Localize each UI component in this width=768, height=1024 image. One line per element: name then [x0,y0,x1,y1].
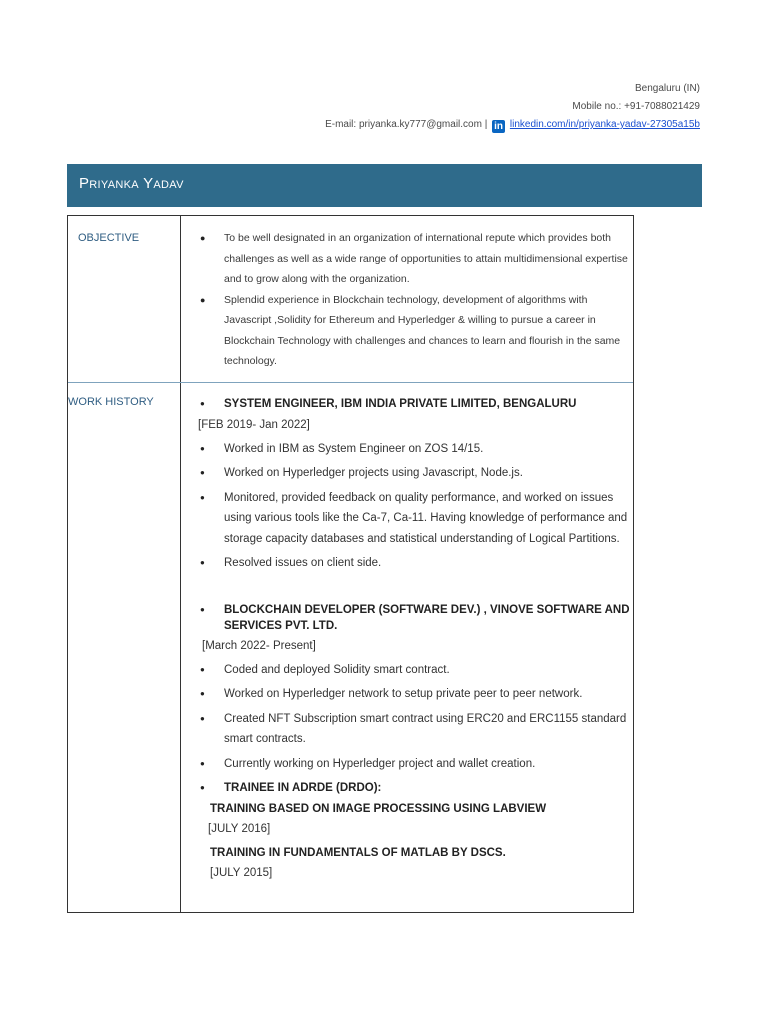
objective-item: ● Splendid experience in Blockchain technology, development of algorithms with Javascript ,Solidity for Ethereum and Hyperledger & willing to pursue a career in Blockchain Technology with challenges and chances to learn and flourish in the same technology. [200,290,630,372]
column-divider [180,216,181,912]
list-item: ● Monitored, provided feedback on quality performance, and worked on issues using various tools like the Ca-7, Ca-11. Having knowledge of performance and storage capacity databases and statistical understanding of Logical Partitions. [200,488,630,550]
row-divider [68,382,633,383]
linkedin-icon: in [492,120,505,133]
job-dates: [March 2022- Present] [202,639,316,652]
job-title: ● SYSTEM ENGINEER, IBM INDIA PRIVATE LIMITED, BENGALURU [200,394,630,415]
list-item: ● Worked in IBM as System Engineer on ZOS 14/15. [200,439,630,460]
mobile-number: Mobile no.: +91-7088021429 [572,101,700,112]
list-item: ● Created NFT Subscription smart contract using ERC20 and ERC1155 standard smart contracts. [200,709,630,750]
resume-table [67,215,634,913]
location: Bengaluru (IN) [634,83,700,94]
list-item: ● Worked on Hyperledger network to setup private peer to peer network. [200,684,630,705]
training-dates: [JULY 2015] [210,866,273,879]
email: E-mail: priyanka.ky777@gmail.com | [325,119,488,130]
training-title: TRAINING IN FUNDAMENTALS OF MATLAB BY DSCS. [210,846,506,859]
work-history-label: WORK HISTORY [68,396,154,408]
candidate-name: Priyanka Yadav [79,175,184,192]
objective-label: OBJECTIVE [78,232,140,244]
job-dates: [FEB 2019- Jan 2022] [198,418,310,431]
list-item: ● Resolved issues on client side. [200,553,630,574]
list-item: ● Currently working on Hyperledger project and wallet creation. [200,754,630,775]
objective-item: ● To be well designated in an organization of international repute which provides both challenges as well as a wide range of opportunities to attain multidimensional expertise and to grow along with the organization. [200,228,630,290]
training-title: TRAINING BASED ON IMAGE PROCESSING USING LABVIEW [210,802,547,815]
email-line [325,116,700,134]
list-item: ● Coded and deployed Solidity smart contract. [200,660,630,681]
training-dates: [JULY 2016] [208,822,271,835]
list-item: ● Worked on Hyperledger projects using Javascript, Node.js. [200,463,630,484]
trainee-title: ● TRAINEE IN ADRDE (DRDO): [200,778,630,799]
linkedin-link[interactable]: linkedin.com/in/priyanka-yadav-27305a15b [509,119,700,130]
objective-list [200,228,630,372]
job-title: ● BLOCKCHAIN DEVELOPER (SOFTWARE DEV.) , VINOVE SOFTWARE AND SERVICES PVT. LTD. [200,602,630,634]
work-history-list [200,394,630,883]
contact-block [325,80,700,134]
name-banner [67,164,702,207]
